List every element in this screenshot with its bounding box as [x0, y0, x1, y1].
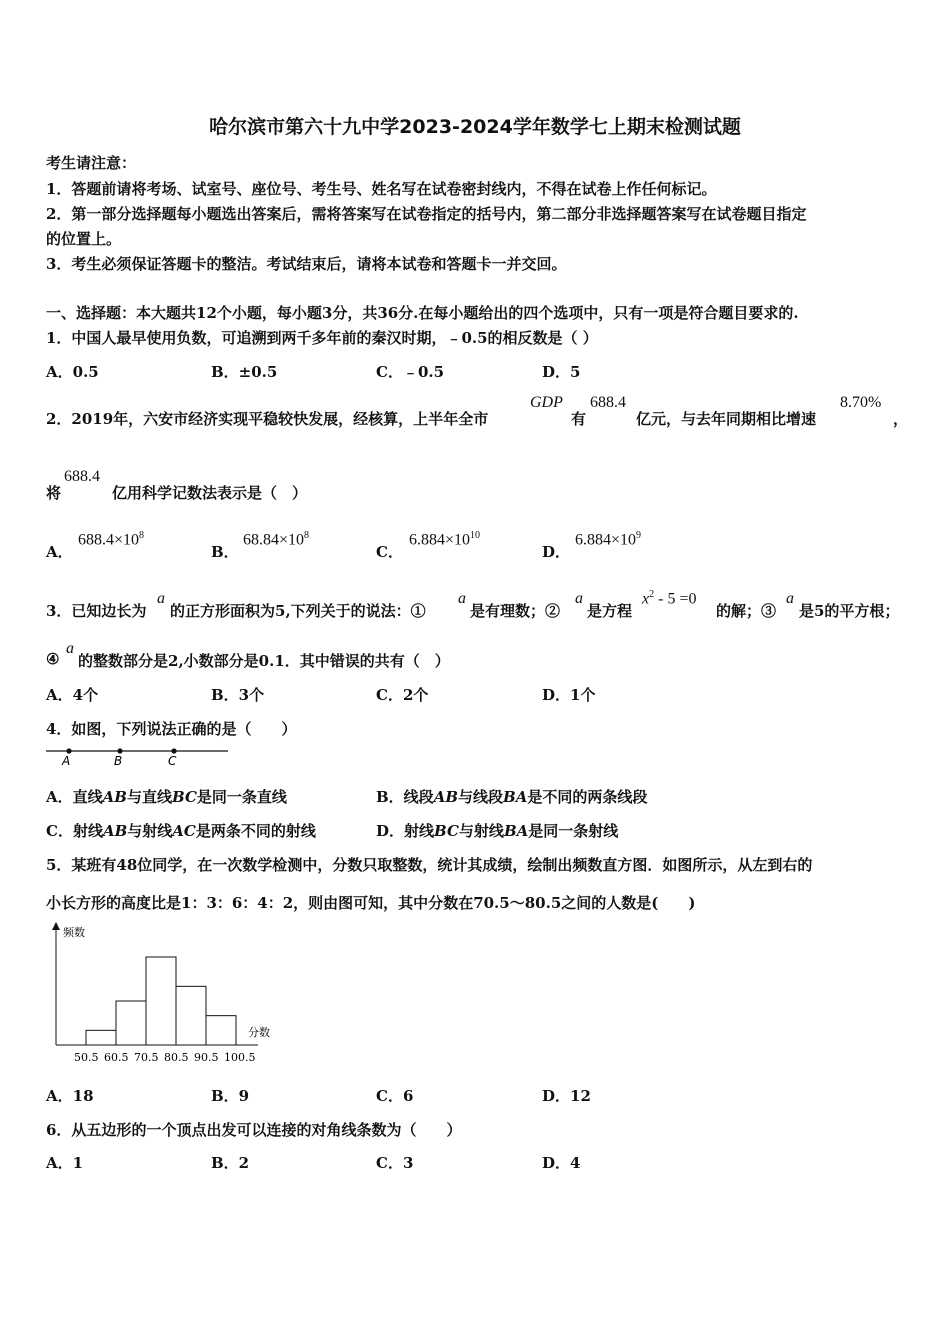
question-6-stem: 6．从五边形的一个顶点出发可以连接的对角线条数为（ ） — [46, 1121, 462, 1139]
q4-option-a[interactable]: A．直线AB与直线BC是同一条直线 — [46, 788, 287, 806]
question-3-text: 3．已知边长为 — [46, 602, 147, 620]
q5-option-c[interactable]: C．6 — [376, 1087, 414, 1105]
question-2-text: 将 — [46, 484, 62, 502]
q2-option-d-value[interactable]: $6.884\times 10^9$ — [575, 530, 642, 549]
notice-item: 2．第一部分选择题每小题选出答案后，需将答案写在试卷指定的括号内，第二部分非选择题答案写在试卷题目指定 — [46, 205, 807, 223]
point-a-label: A — [62, 754, 71, 768]
histogram-bar — [116, 1001, 146, 1045]
point-c-label: C — [168, 754, 177, 768]
q4-option-b[interactable]: B．线段AB与线段BA是不同的两条线段 — [376, 788, 648, 806]
variable-a: a — [458, 590, 466, 607]
question-3-text: 是5的平方根； — [799, 602, 900, 620]
point-c-dot — [171, 748, 176, 753]
question-3-text: 的解；③ — [716, 602, 777, 620]
histogram-chart — [40, 920, 280, 1070]
page-title: 哈尔滨市第六十九中学2023-2024学年数学七上期末检测试题 — [209, 116, 741, 138]
notice-item: 3．考生必须保证答题卡的整洁。考试结束后，请将本试卷和答题卡一并交回。 — [46, 255, 567, 273]
y-axis-label: 频数 — [63, 926, 85, 939]
histogram-bar — [146, 957, 176, 1045]
question-4-stem: 4．如图，下列说法正确的是（ ） — [46, 720, 297, 738]
histogram-bar — [176, 986, 206, 1045]
q5-option-a[interactable]: A．18 — [46, 1087, 94, 1105]
equation: $x^2 - 5 =0$ — [642, 589, 697, 608]
question-3-text: 的正方形面积为5,下列关于的说法：① — [170, 602, 426, 620]
question-2-text: 亿元，与去年同期相比增速 — [636, 410, 817, 428]
x-axis-label: 分数 — [248, 1026, 270, 1039]
question-3-text: 的整数部分是2,小数部分是0.1．其中错误的共有（ ） — [78, 652, 450, 670]
q6-option-c[interactable]: C．3 — [376, 1154, 414, 1172]
question-3-text: ④ — [46, 650, 60, 668]
q2-option-a-label[interactable]: A． — [46, 543, 73, 561]
variable-a: a — [786, 590, 794, 607]
q1-option-c[interactable]: C．﹣0.5 — [376, 363, 445, 381]
q1-option-a[interactable]: A．0.5 — [46, 363, 99, 381]
x-tick-label: 80.5 — [164, 1051, 189, 1064]
point-b-label: B — [114, 754, 123, 768]
q4-option-d[interactable]: D．射线BC与射线BA是同一条射线 — [376, 822, 619, 840]
gdp-value: 688.4 — [64, 468, 100, 485]
q2-option-c-value[interactable]: $6.884\times 10^{10}$ — [409, 530, 481, 549]
histogram-bar — [206, 1016, 236, 1045]
question-1-stem: 1．中国人最早使用负数，可追溯到两千多年前的秦汉时期，﹣0.5的相反数是（ ） — [46, 329, 598, 347]
question-2-text: 亿用科学记数法表示是（ ） — [112, 484, 308, 502]
line-figure — [44, 742, 234, 768]
variable-a: a — [157, 590, 165, 607]
q2-option-a-value[interactable]: $688.4\times 10^8$ — [78, 530, 145, 549]
q3-option-b[interactable]: B．3个 — [211, 686, 265, 704]
q3-option-a[interactable]: A．4个 — [46, 686, 99, 704]
question-2-text: 有 — [571, 410, 587, 428]
question-5-line: 小长方形的高度比是1：3：6：4：2，则由图可知，其中分数在70.5～80.5之间的人数是( ) — [46, 894, 696, 912]
q5-option-d[interactable]: D．12 — [542, 1087, 591, 1105]
notice-item: 1．答题前请将考场、试室号、座位号、考生号、姓名写在试卷密封线内，不得在试卷上作任何标记。 — [46, 180, 717, 198]
gdp-value: 688.4 — [590, 394, 626, 411]
section-heading: 一、选择题：本大题共12个小题，每小题3分，共36分.在每小题给出的四个选项中，只有一项是符合题目要求的. — [46, 304, 799, 322]
q6-option-d[interactable]: D．4 — [542, 1154, 581, 1172]
x-tick-label: 100.5 — [224, 1051, 256, 1064]
x-tick-label: 50.5 — [74, 1051, 99, 1064]
q2-option-b-label[interactable]: B． — [211, 543, 239, 561]
question-3-text: 是方程 — [587, 602, 633, 620]
notice-heading: 考生请注意： — [46, 154, 137, 172]
x-tick-label: 60.5 — [104, 1051, 129, 1064]
q4-option-c[interactable]: C．射线AB与射线AC是两条不同的射线 — [46, 822, 316, 840]
q2-option-b-value[interactable]: $68.84\times 10^8$ — [243, 530, 310, 549]
growth-rate: 8.70% — [840, 394, 882, 411]
q1-option-b[interactable]: B．±0.5 — [211, 363, 278, 381]
q1-option-d[interactable]: D．5 — [542, 363, 581, 381]
q3-option-c[interactable]: C．2个 — [376, 686, 429, 704]
notice-item: 的位置上。 — [46, 230, 122, 248]
variable-a: a — [575, 590, 583, 607]
q3-option-d[interactable]: D．1个 — [542, 686, 596, 704]
question-3-text: 是有理数；② — [470, 602, 561, 620]
variable-a: a — [66, 640, 74, 657]
question-5-line: 5．某班有48位同学，在一次数学检测中，分数只取整数，统计其成绩，绘制出频数直方图．如图所示，从左到右的 — [46, 856, 813, 874]
q6-option-a[interactable]: A．1 — [46, 1154, 84, 1172]
histogram-bar — [86, 1030, 116, 1045]
q2-option-c-label[interactable]: C． — [376, 543, 403, 561]
point-a-dot — [66, 748, 71, 753]
q2-option-d-label[interactable]: D． — [542, 543, 571, 561]
x-tick-label: 70.5 — [134, 1051, 159, 1064]
point-b-dot — [117, 748, 122, 753]
x-tick-label: 90.5 — [194, 1051, 219, 1064]
question-2-text: ， — [893, 410, 909, 428]
q5-option-b[interactable]: B．9 — [211, 1087, 250, 1105]
q6-option-b[interactable]: B．2 — [211, 1154, 250, 1172]
gdp-symbol: GDP — [530, 394, 563, 411]
question-2-text: 2．2019年，六安市经济实现平稳较快发展，经核算，上半年全市 — [46, 410, 489, 428]
